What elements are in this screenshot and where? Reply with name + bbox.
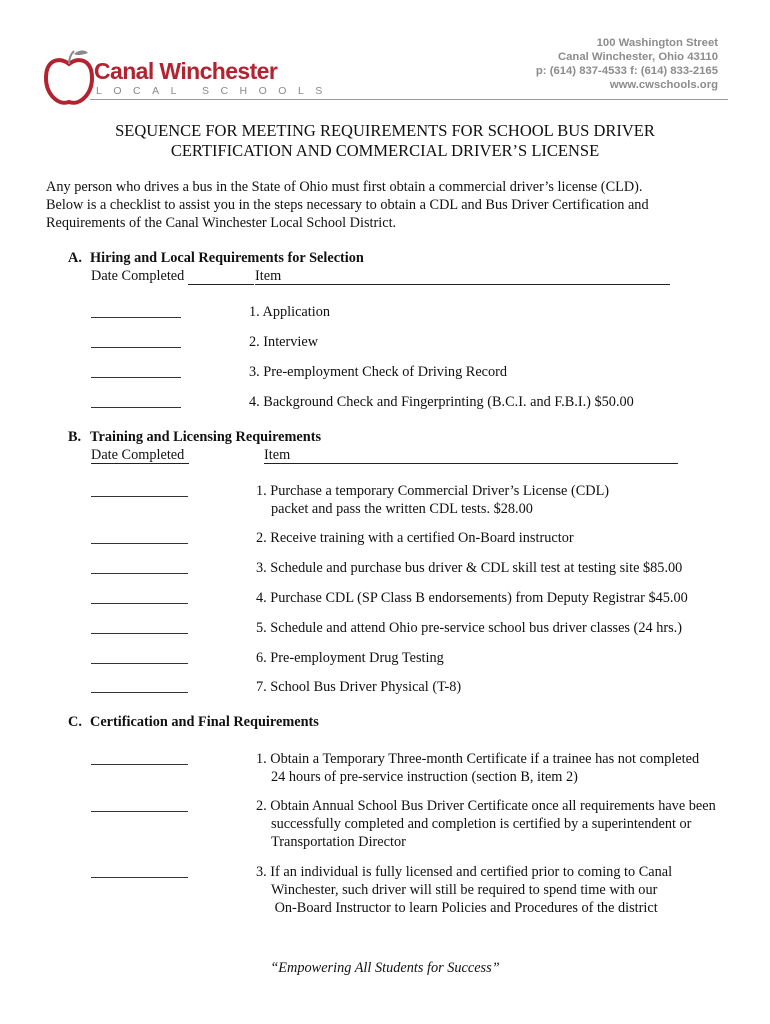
- document-title: [0, 121, 770, 161]
- school-address: [536, 36, 718, 92]
- section-b-date-header: Date Completed: [91, 447, 185, 463]
- title-line-1: SEQUENCE FOR MEETING REQUIREMENTS FOR SCHOOL BUS DRIVER: [115, 121, 655, 140]
- checklist-item: 3. Pre-employment Check of Driving Record: [249, 364, 508, 380]
- section-letter: A.: [68, 250, 82, 266]
- section-a-item-header: Item: [255, 268, 282, 284]
- section-a-date-header: Date Completed: [91, 268, 185, 284]
- org-subtitle: LOCAL SCHOOLS: [96, 85, 334, 97]
- date-completed-field[interactable]: [91, 496, 188, 497]
- date-completed-field[interactable]: [91, 663, 188, 664]
- section-title: Certification and Final Requirements: [90, 714, 319, 730]
- date-completed-field[interactable]: [91, 377, 181, 378]
- intro-line: Below is a checklist to assist you in the steps necessary to obtain a CDL and Bus Driver Certification and: [46, 197, 649, 213]
- column-underline: [255, 284, 670, 285]
- header-rule: [90, 99, 728, 100]
- checklist-item: 5. Schedule and attend Ohio pre-service school bus driver classes (24 hrs.): [256, 620, 683, 636]
- date-completed-field[interactable]: [91, 633, 188, 634]
- section-title: Hiring and Local Requirements for Selection: [90, 250, 364, 266]
- date-completed-field[interactable]: [91, 603, 188, 604]
- section-c-heading: [68, 714, 319, 731]
- checklist-item: 7. School Bus Driver Physical (T-8): [256, 679, 462, 695]
- date-completed-field[interactable]: [91, 543, 188, 544]
- section-letter: C.: [68, 714, 82, 730]
- section-a-heading: [68, 250, 364, 267]
- date-completed-field[interactable]: [91, 692, 188, 693]
- footer-motto: “Empowering All Students for Success”: [270, 960, 500, 976]
- checklist-item: 4. Background Check and Fingerprinting (B.C.I. and F.B.I.) $50.00: [249, 394, 634, 410]
- checklist-item: 3. If an individual is fully licensed and certified prior to coming to Canal Winchester, such driver will still be required to spend time with our On-Board Instructor to learn Policies and Procedures of the district: [256, 864, 673, 916]
- checklist-item: 1. Application: [249, 304, 331, 320]
- section-title: Training and Licensing Requirements: [90, 429, 322, 445]
- date-completed-field[interactable]: [91, 811, 188, 812]
- address-phone: p: (614) 837-4533 f: (614) 833-2165: [535, 65, 718, 77]
- address-website[interactable]: www.cwschools.org: [609, 79, 718, 91]
- checklist-item: 3. Schedule and purchase bus driver & CDL skill test at testing site $85.00: [256, 560, 683, 576]
- apple-icon: [44, 48, 94, 108]
- checklist-item: 4. Purchase CDL (SP Class B endorsements) from Deputy Registrar $45.00: [256, 590, 688, 606]
- column-underline: [91, 463, 189, 464]
- checklist-item: 2. Receive training with a certified On-Board instructor: [256, 530, 574, 546]
- date-completed-field[interactable]: [91, 573, 188, 574]
- date-completed-field[interactable]: [91, 877, 188, 878]
- address-city: Canal Winchester, Ohio 43110: [557, 51, 718, 63]
- title-line-2: CERTIFICATION AND COMMERCIAL DRIVER’S LICENSE: [170, 141, 600, 160]
- address-street: 100 Washington Street: [596, 37, 718, 49]
- checklist-item: 2. Interview: [249, 334, 319, 350]
- section-letter: B.: [68, 429, 82, 445]
- date-completed-field[interactable]: [91, 407, 181, 408]
- checklist-item: 2. Obtain Annual School Bus Driver Certificate once all requirements have been successfully completed and completion is certified by a superintendent or Transportation Director: [256, 798, 716, 850]
- date-completed-field[interactable]: [91, 347, 181, 348]
- section-b-heading: [68, 429, 321, 446]
- org-name: Canal Winchester: [94, 58, 278, 84]
- date-completed-field[interactable]: [91, 317, 181, 318]
- column-underline: [188, 284, 254, 285]
- column-underline: [264, 463, 678, 464]
- checklist-item: 1. Purchase a temporary Commercial Driver’s License (CDL) packet and pass the written CDL tests. $28.00: [256, 483, 610, 517]
- intro-line: Requirements of the Canal Winchester Local School District.: [46, 215, 397, 231]
- intro-paragraph: [46, 178, 736, 232]
- section-b-item-header: Item: [264, 447, 291, 463]
- checklist-item: 1. Obtain a Temporary Three-month Certificate if a trainee has not completed 24 hours of pre-service instruction (section B, item 2): [256, 751, 700, 785]
- intro-line: Any person who drives a bus in the State of Ohio must first obtain a commercial driver’s license (CLD).: [46, 179, 643, 195]
- checklist-item: 6. Pre-employment Drug Testing: [256, 650, 444, 666]
- date-completed-field[interactable]: [91, 764, 188, 765]
